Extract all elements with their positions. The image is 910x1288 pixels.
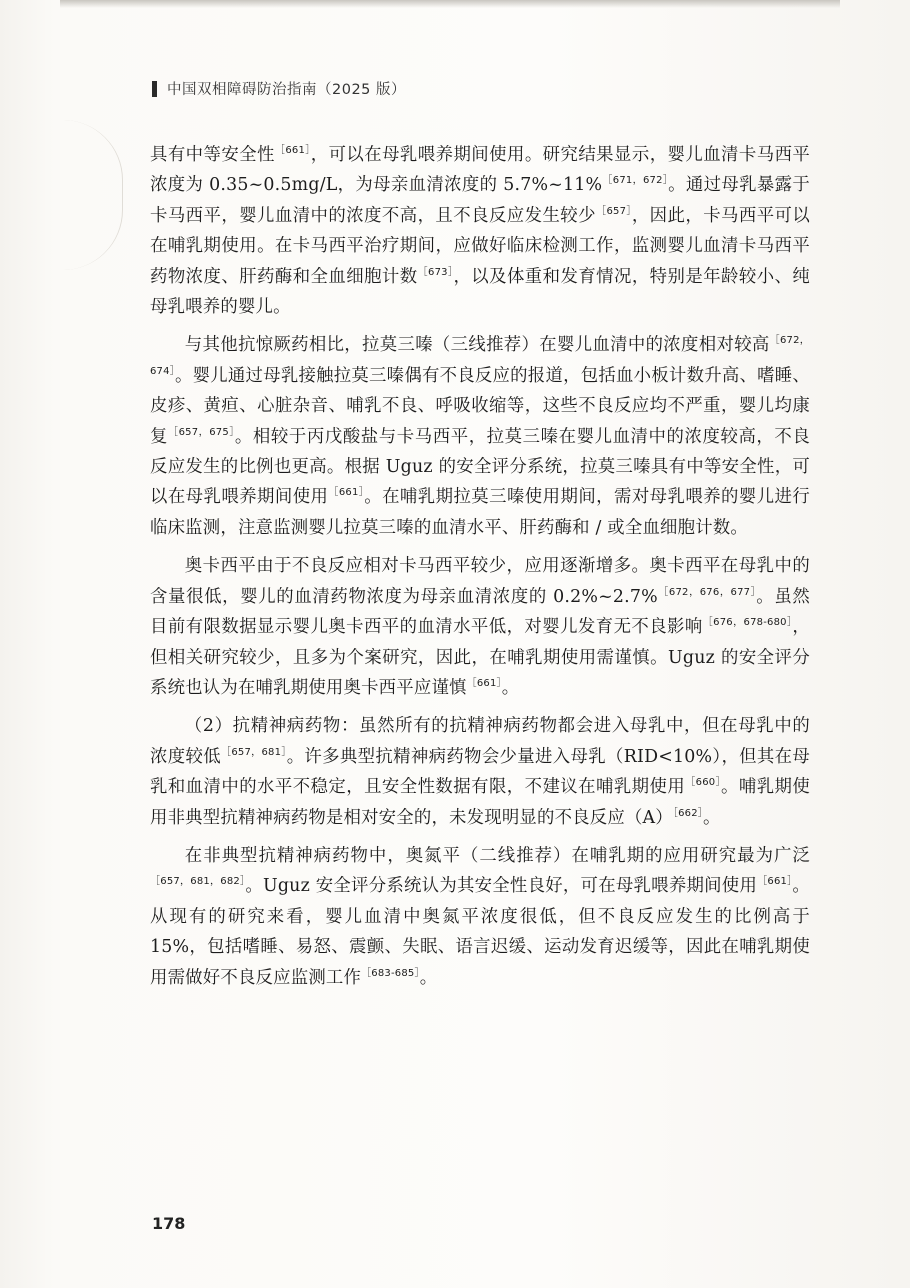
citation-ref: ［683-685］	[361, 967, 420, 979]
text-segment: 。许多典型抗精神病药物会少量进入母乳（RID<10%），但其在母乳和血清中的水平不稳定，且安全性数据有限，不建议在哺乳期使用	[150, 746, 810, 798]
citation-ref: ［657］	[596, 206, 632, 218]
citation-ref: ［671，672］	[602, 175, 669, 187]
text-segment: ，因此，卡马西平可以在哺乳期使用。在卡马西平治疗期间，应做好临床检测工作，监测婴儿血清卡马西平药物浓度、肝药酶和全血细胞计数	[150, 205, 810, 287]
text-segment: 。	[501, 677, 520, 698]
text-segment: 。婴儿通过母乳接触拉莫三嗪偶有不良反应的报道，包括血小板计数升高、嗜睡、皮疹、黄疸、心脏杂音、哺乳不良、呼吸收缩等，这些不良反应均不严重，婴儿均康复	[150, 365, 810, 447]
paragraph-2	[150, 330, 810, 543]
paragraph-5	[150, 841, 810, 993]
text-segment: 与其他抗惊厥药相比，拉莫三嗪（三线推荐）在婴儿血清中的浓度相对较高	[184, 335, 770, 356]
citation-ref: ［661］	[274, 145, 311, 157]
text-segment: 。从现有的研究来看，婴儿血清中奥氮平浓度很低，但不良反应发生的比例高于 15%，包括嗜睡、易怒、震颤、失眠、语言迟缓、运动发育迟缓等，因此在哺乳期使用需做好不良反应监测工作	[150, 876, 810, 988]
text-segment: ，可以在母乳喂养期间使用。研究结果显示，婴儿血清卡马西平浓度为 0.35~0.5mg/L，为母亲血清浓度的 5.7%~11%	[150, 145, 811, 196]
citation-ref: ［657，681］	[220, 746, 287, 758]
citation-ref: ［657，681，682］	[150, 876, 246, 888]
text-segment: 。通过母乳暴露于卡马西平，婴儿血清中的浓度不高，且不良反应发生较少	[150, 175, 810, 226]
text-segment: 具有中等安全性	[150, 145, 275, 165]
text-segment: 奥卡西平由于不良反应相对卡马西平较少，应用逐渐增多。奥卡西平在母乳中的含量很低，婴儿的血清药物浓度为母亲血清浓度的 0.2%~2.7%	[150, 556, 810, 607]
header-bar-icon	[152, 81, 157, 97]
citation-ref: ［672，676，677］	[657, 586, 757, 598]
text-segment: 。虽然目前有限数据显示婴儿奥卡西平的血清水平低，对婴儿发育无不良影响	[150, 586, 810, 638]
page-top-shadow	[60, 0, 840, 8]
text-segment: 。	[702, 807, 721, 828]
page-number: 178	[152, 1214, 186, 1233]
page-curl	[62, 120, 123, 270]
citation-ref: ［657，675］	[167, 426, 235, 438]
citation-ref: ［661］	[328, 487, 365, 499]
citation-ref: ［672，674］	[150, 335, 810, 378]
text-segment: ，以及体重和发育情况，特别是年龄较小、纯母乳喂养的婴儿。	[150, 266, 810, 318]
text-segment: 。相较于丙戊酸盐与卡马西平，拉莫三嗪在婴儿血清中的浓度较高，不良反应发生的比例也更高。根据 Uguz 的安全评分系统，拉莫三嗪具有中等安全性，可以在母乳喂养期间使用	[150, 426, 810, 508]
text-segment: 。在哺乳期拉莫三嗪使用期间，需对母乳喂养的婴儿进行临床监测，注意监测婴儿拉莫三嗪的血清水平、肝药酶和 / 或全血细胞计数。	[150, 487, 810, 538]
citation-ref: ［673］	[417, 266, 454, 278]
running-title: 中国双相障碍防治指南（2025 版）	[167, 82, 407, 98]
text-segment: 在非典型抗精神病药物中，奥氮平（二线推荐）在哺乳期的应用研究最为广泛	[184, 845, 810, 866]
text-segment: 。	[419, 967, 438, 988]
text-segment: 。哺乳期使用非典型抗精神病药物是相对安全的，未发现明显的不良反应（A）	[150, 777, 810, 828]
paragraph-1	[150, 140, 810, 322]
paragraph-4	[150, 711, 810, 833]
paragraph-3	[150, 551, 810, 703]
text-segment: 。Uguz 安全评分系统认为其安全性良好，可在母乳喂养期间使用	[245, 876, 758, 897]
running-header	[152, 78, 406, 99]
citation-ref: ［661］	[466, 678, 502, 690]
citation-ref: ［662］	[672, 807, 703, 819]
citation-ref: ［660］	[685, 777, 722, 789]
citation-ref: ［661］	[757, 876, 793, 888]
text-segment: ，但相关研究较少，且多为个案研究，因此，在哺乳期使用需谨慎。Uguz 的安全评分系统也认为在哺乳期使用奥卡西平应谨慎	[150, 617, 810, 698]
text-segment: （2）抗精神病药物：虽然所有的抗精神病药物都会进入母乳中，但在母乳中的浓度较低	[150, 716, 810, 767]
body-text	[150, 140, 810, 1001]
citation-ref: ［676，678-680］	[702, 617, 793, 629]
